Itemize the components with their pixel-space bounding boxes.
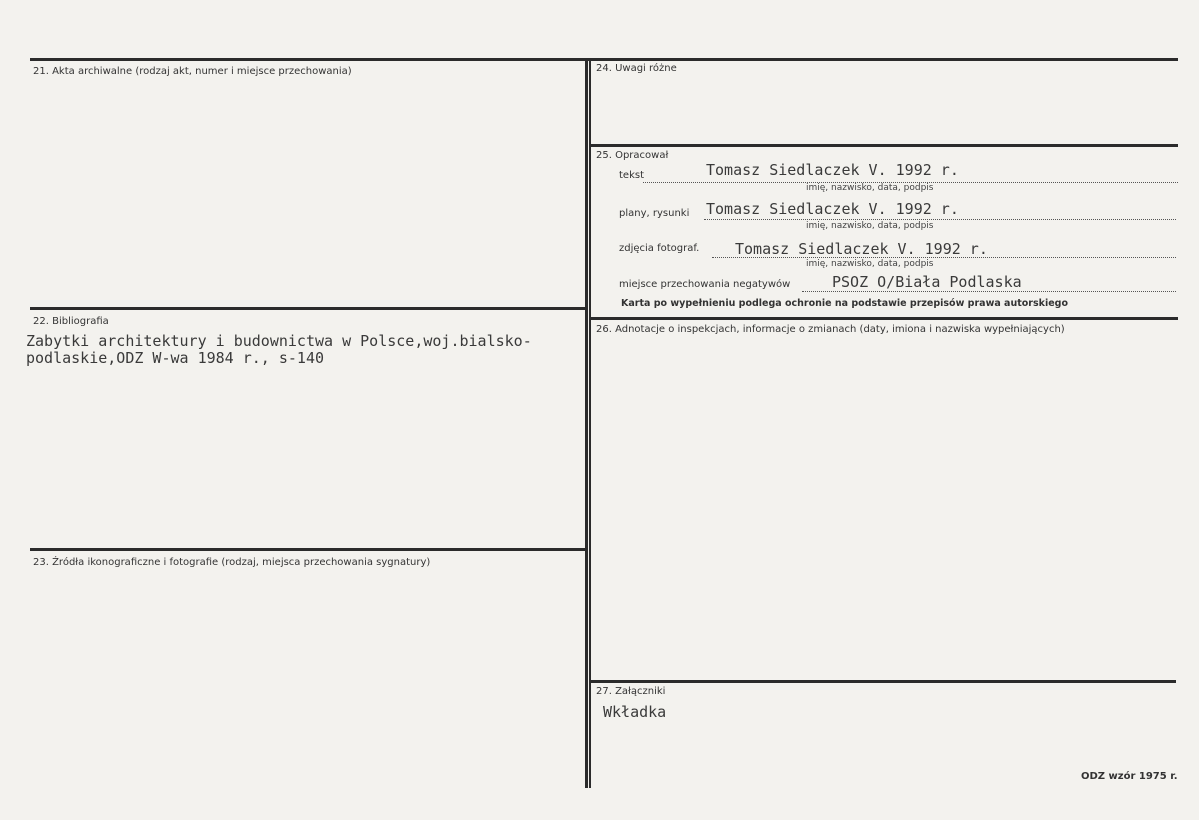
- tekst-label: tekst: [619, 170, 644, 181]
- plany-label: plany, rysunki: [619, 208, 690, 219]
- zdjecia-value: Tomasz Siedlaczek V. 1992 r.: [735, 240, 988, 258]
- zdjecia-label: zdjęcia fotograf.: [619, 243, 700, 254]
- form-footer: ODZ wzór 1975 r.: [1081, 771, 1178, 782]
- section-27-label: 27. Załączniki: [596, 686, 666, 697]
- center-divider: [585, 58, 588, 788]
- section-22-label: 22. Bibliografia: [33, 316, 109, 327]
- rule-between-24-25: [589, 144, 1178, 147]
- section-26-label: 26. Adnotacje o inspekcjach, informacje o zmianach (daty, imiona i nazwiska wypełniających): [596, 324, 1065, 335]
- section-23-label: 23. Źródła ikonograficzne i fotografie (rodzaj, miejsca przechowania sygnatury): [33, 557, 431, 568]
- rule-between-25-26: [589, 317, 1178, 320]
- section-25-label: 25. Opracował: [596, 150, 669, 161]
- rule-between-21-22: [30, 307, 586, 310]
- zdjecia-caption: imię, nazwisko, data, podpis: [806, 259, 934, 269]
- section-24-label: 24. Uwagi różne: [596, 63, 677, 74]
- copyright-notice: Karta po wypełnieniu podlega ochronie na podstawie przepisów prawa autorskiego: [621, 298, 1068, 309]
- bibliography-line-1: Zabytki architektury i budownictwa w Polsce,woj.bialsko-: [26, 332, 532, 350]
- plany-dotted-line: [704, 219, 1176, 220]
- plany-caption: imię, nazwisko, data, podpis: [806, 221, 934, 231]
- rule-between-26-27: [589, 680, 1176, 683]
- tekst-value: Tomasz Siedlaczek V. 1992 r.: [706, 161, 959, 179]
- zdjecia-dotted-line: [712, 257, 1176, 258]
- tekst-caption: imię, nazwisko, data, podpis: [806, 183, 934, 193]
- right-inner-divider: [589, 58, 591, 788]
- top-rule: [30, 58, 1178, 61]
- miejsce-dotted-line: [802, 291, 1176, 292]
- rule-between-22-23: [30, 548, 586, 551]
- plany-value: Tomasz Siedlaczek V. 1992 r.: [706, 200, 959, 218]
- section-21-label: 21. Akta archiwalne (rodzaj akt, numer i miejsce przechowania): [33, 66, 352, 77]
- zalaczniki-value: Wkładka: [603, 703, 667, 721]
- bibliography-line-2: podlaskie,ODZ W-wa 1984 r., s-140: [26, 349, 325, 367]
- miejsce-label: miejsce przechowania negatywów: [619, 279, 791, 290]
- miejsce-value: PSOZ O/Biała Podlaska: [832, 273, 1022, 291]
